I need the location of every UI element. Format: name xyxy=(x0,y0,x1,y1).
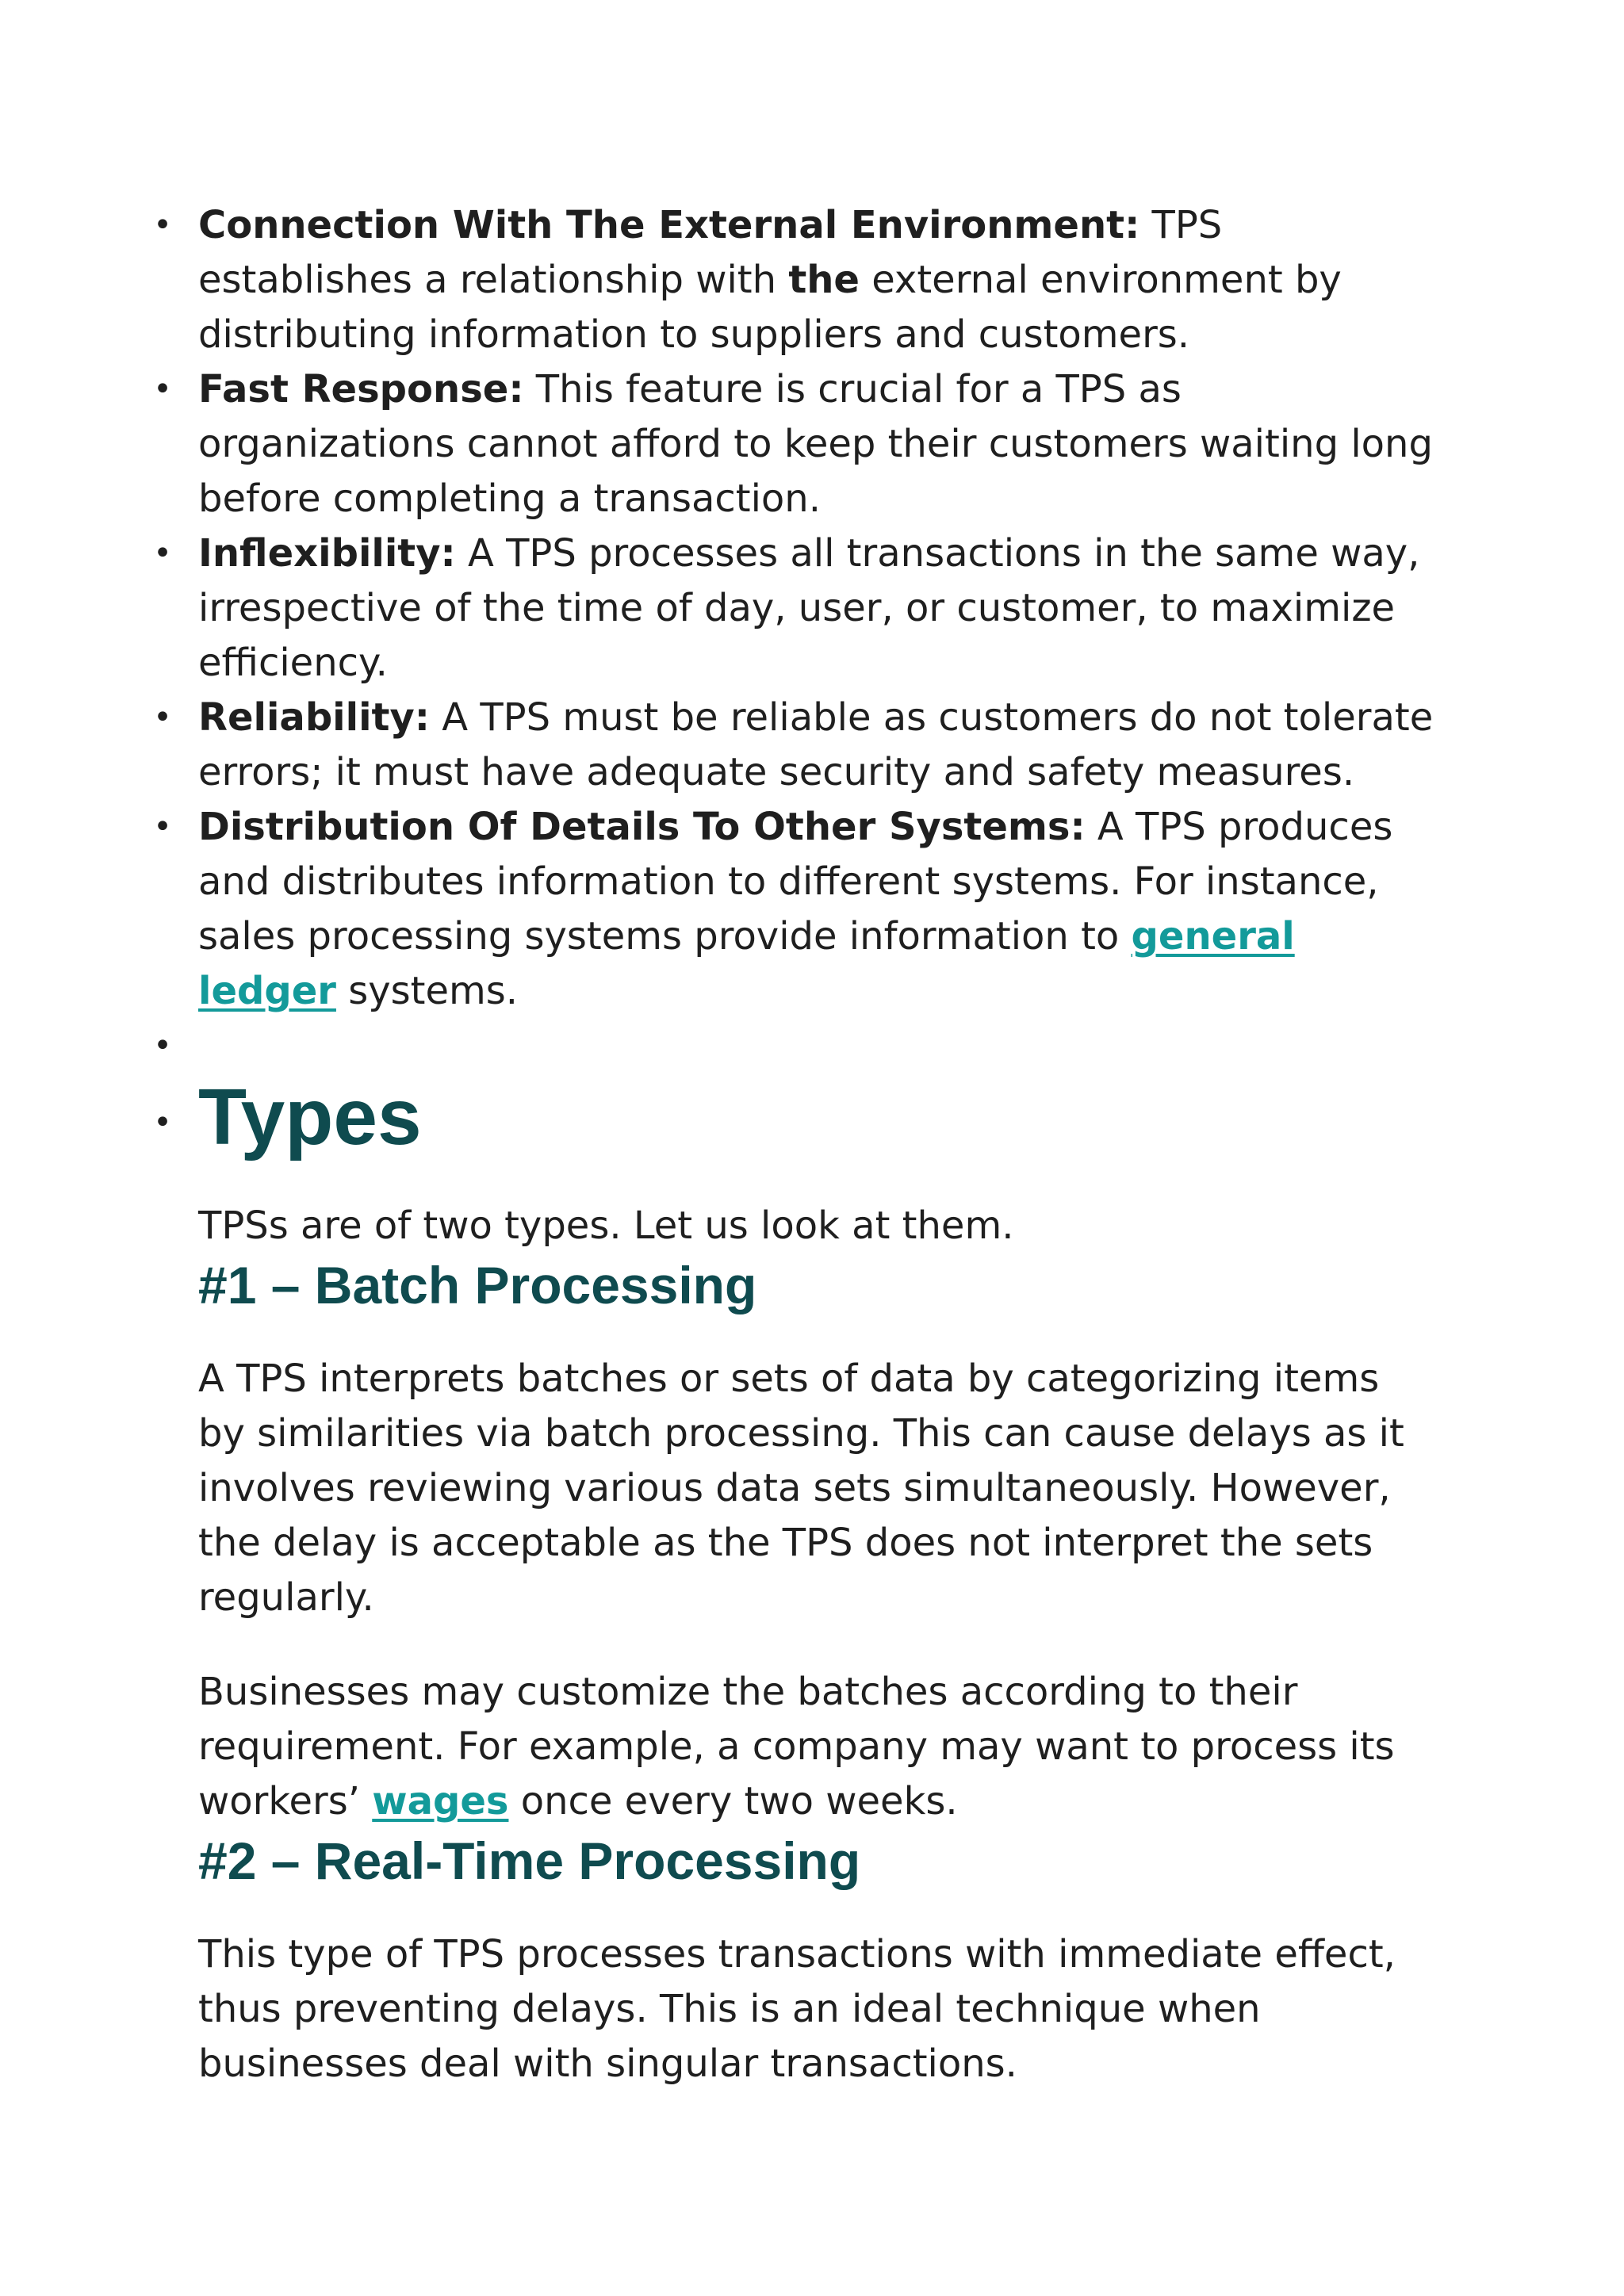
feature-title: Inflexibility: xyxy=(198,531,456,576)
features-list xyxy=(153,198,1435,1161)
list-item xyxy=(153,362,1435,526)
feature-title: Distribution Of Details To Other Systems: xyxy=(198,805,1086,849)
feature-text: external environment by distributing information to suppliers and customers. xyxy=(198,258,1342,357)
feature-emphasis: the xyxy=(788,258,860,302)
list-item xyxy=(153,691,1435,800)
feature-text: A TPS must be reliable as customers do not tolerate errors; it must have adequate security and safety measures. xyxy=(198,695,1434,794)
types-heading: Types xyxy=(198,1073,422,1161)
bullet-icon: • xyxy=(153,699,172,736)
bullet-icon: • xyxy=(153,371,172,408)
list-item xyxy=(153,198,1435,362)
bullet-icon: • xyxy=(153,809,172,845)
list-item xyxy=(153,800,1435,1019)
types-intro: TPSs are of two types. Let us look at them. xyxy=(198,1203,1014,1248)
types-list-item xyxy=(153,1073,1435,1161)
document-content xyxy=(153,198,1435,2091)
bullet-icon: • xyxy=(153,1027,172,1064)
general-ledger-link[interactable]: general ledger xyxy=(198,914,1295,1013)
feature-title: Connection With The External Environment: xyxy=(198,203,1140,247)
bullet-icon: • xyxy=(153,207,172,243)
realtime-processing-heading: #2 – Real-Time Processing xyxy=(198,1831,861,1890)
feature-text: TPS establishes a relationship with xyxy=(198,203,1223,302)
list-item xyxy=(153,526,1435,691)
batch-paragraph-2 xyxy=(198,1665,1435,1829)
bullet-icon: • xyxy=(153,1104,172,1141)
batch-processing-heading: #1 – Batch Processing xyxy=(198,1256,757,1314)
batch-text: once every two weeks. xyxy=(508,1779,958,1823)
empty-list-item xyxy=(153,1019,1435,1073)
feature-title: Reliability: xyxy=(198,695,430,740)
batch-text: Businesses may customize the batches according to their requirement. For example, a company may want to process its workers’ xyxy=(198,1670,1395,1823)
batch-paragraph-1: A TPS interprets batches or sets of data by categorizing items by similarities via batch processing. This can cause delays as it involves reviewing various data sets simultaneously. However, the delay is acceptable as the TPS does not interpret the sets regularly. xyxy=(198,1357,1404,1620)
feature-text: A TPS produces and distributes information to different systems. For instance, sales processing systems provide information to xyxy=(198,805,1393,959)
feature-title: Fast Response: xyxy=(198,367,524,411)
feature-text: A TPS processes all transactions in the same way, irrespective of the time of day, user, or customer, to maximize efficiency. xyxy=(198,531,1420,685)
feature-text: systems. xyxy=(335,969,519,1013)
feature-text: This feature is crucial for a TPS as organizations cannot afford to keep their customers waiting long before completing a transaction. xyxy=(198,367,1433,521)
bullet-icon: • xyxy=(153,535,172,572)
realtime-paragraph: This type of TPS processes transactions with immediate effect, thus preventing delays. This is an ideal technique when businesses deal with singular transactions. xyxy=(198,1932,1396,2086)
wages-link[interactable]: wages xyxy=(372,1779,509,1823)
